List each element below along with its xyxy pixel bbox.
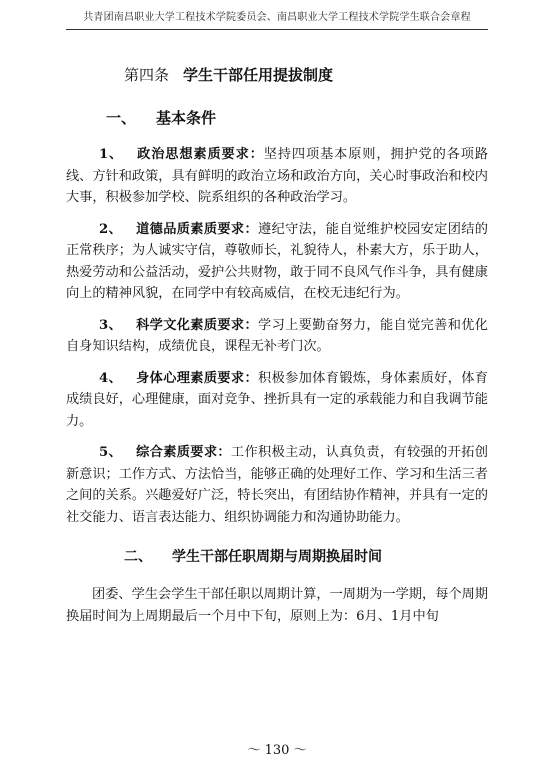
item-text: 坚持四项基本原则，拥护党的各项路线、方针和政策，具有鲜明的政治立场和政治方向，关心时事政治和校内大事，积极参加学校、院系组织的各种政治学习。 — [66, 147, 489, 205]
item-key: 道德品质素质要求： — [136, 221, 259, 237]
item-text: 遵纪守法，能自觉维护校园安定团结的正常秩序；为人诚实守信，尊敬师长，礼貌待人，朴素大方，乐于助人，热爱劳动和公益活动，爱护公共财物，敢于同不良风气作斗争，具有健康向上的精神风貌，在同学中有较高威信，在校无违纪行为。 — [66, 221, 488, 301]
requirement-item-political — [66, 144, 488, 209]
section-title: 基本条件 — [156, 109, 217, 127]
article-number: 第四条 — [124, 66, 170, 84]
item-number: 2、 — [99, 221, 123, 237]
item-key: 政治思想素质要求： — [137, 147, 264, 162]
item-number: 1、 — [99, 147, 124, 162]
item-text: 学习上要勤奋努力，能自觉完善和优化自身知识结构，成绩优良，课程无补考门次。 — [66, 317, 488, 354]
item-number: 5、 — [99, 445, 123, 460]
section-heading-term-cycle — [124, 546, 382, 566]
requirement-item-moral — [66, 219, 488, 305]
item-number: 4、 — [99, 370, 123, 386]
item-key: 身体心理素质要求： — [136, 370, 259, 386]
section-number: 二、 — [124, 549, 152, 565]
requirement-item-comprehensive — [66, 442, 488, 528]
article-title-text: 学生干部任用提拔制度 — [183, 66, 334, 84]
page-number: ～ 130 ～ — [247, 743, 307, 758]
item-key: 科学文化素质要求： — [136, 317, 259, 333]
article-heading — [124, 64, 464, 85]
header-divider — [66, 29, 488, 30]
requirements-list — [66, 144, 488, 538]
requirement-item-academic — [66, 315, 488, 358]
running-header: 共青团南昌职业大学工程技术学院委员会、南昌职业大学工程技术学院学生联合会章程 — [83, 12, 471, 23]
section-title: 学生干部任职周期与周期换届时间 — [172, 549, 382, 565]
section-heading-basic-conditions — [106, 107, 216, 128]
term-cycle-paragraph: 团委、学生会学生干部任职以周期计算，一周期为一学期，每个周期换届时间为上周期最后一个月中下旬，原则上为：6月、1月中旬 — [66, 587, 488, 624]
requirement-item-health — [66, 368, 488, 433]
item-key: 综合素质要求： — [136, 445, 231, 460]
item-text: 工作积极主动，认真负责，有较强的开拓创新意识；工作方式、方法恰当，能够正确的处理好工作、学习和生活三者之间的关系。兴趣爱好广泛，特长突出，有团结协作精神，并具有一定的社交能力、语言表达能力、组织协调能力和沟通协助能力。 — [66, 445, 488, 525]
section-number: 一、 — [106, 109, 137, 127]
item-text: 积极参加体育锻炼，身体素质好，体育成绩良好，心理健康，面对竞争、挫折具有一定的承载能力和自我调节能力。 — [66, 370, 488, 429]
item-number: 3、 — [99, 317, 123, 333]
